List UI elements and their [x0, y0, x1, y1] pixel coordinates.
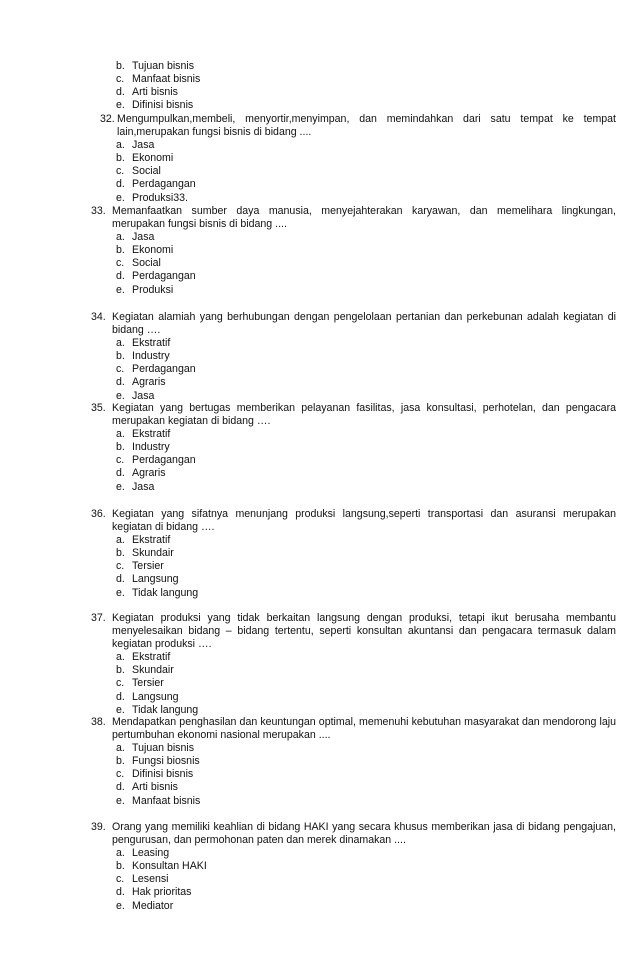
option-letter: b.: [116, 755, 125, 768]
option-text: Ekstratif: [132, 428, 171, 441]
question-number: 33.: [91, 205, 106, 217]
option-item: [0, 99, 639, 112]
question-35: [0, 402, 639, 494]
option-text: Produksi33.: [132, 191, 188, 204]
option-letter: c.: [116, 363, 125, 376]
option-item: [0, 847, 639, 860]
option-letter: b.: [116, 441, 125, 454]
option-letter: b.: [116, 860, 125, 873]
option-item: [0, 481, 639, 494]
option-item: [0, 192, 639, 205]
option-letter: e.: [116, 389, 125, 402]
option-letter: e.: [116, 899, 125, 912]
question-text: Kegiatan alamiah yang berhubungan dengan pengelolaan pertanian dan perkebunan adalah kegiatan di bidang ….: [112, 311, 616, 337]
option-letter: a.: [116, 651, 125, 664]
option-text: Ekstratif: [132, 337, 171, 350]
option-letter: e.: [116, 480, 125, 493]
option-item: [0, 284, 639, 297]
option-text: Difinisi bisnis: [132, 768, 194, 781]
option-letter: c.: [116, 873, 125, 886]
option-letter: d.: [116, 178, 125, 191]
option-letter: b.: [116, 60, 125, 72]
question-stem: [0, 402, 639, 428]
question-text: Memanfaatkan sumber daya manusia, menyejahterakan karyawan, dan memelihara lingkungan, merupakan fungsi bisnis di bidang ....: [112, 205, 616, 231]
option-item: [0, 454, 639, 467]
option-item: [0, 886, 639, 899]
option-text: Perdagangan: [132, 270, 196, 283]
option-item: [0, 60, 639, 73]
option-letter: d.: [116, 86, 125, 99]
option-letter: d.: [116, 781, 125, 794]
option-item: [0, 873, 639, 886]
option-text: Tersier: [132, 677, 164, 690]
question-text: Kegiatan yang bertugas memberikan pelayanan fasilitas, jasa konsultasi, perhotelan, dan pengacara merupakan kegiatan di bidang ….: [112, 402, 616, 428]
option-item: [0, 376, 639, 389]
option-item: [0, 534, 639, 547]
option-letter: d.: [116, 690, 125, 703]
option-text: Skundair: [132, 664, 174, 677]
option-text: Manfaat bisnis: [132, 73, 201, 86]
option-text: Hak prioritas: [132, 886, 192, 899]
option-letter: c.: [116, 677, 125, 690]
question-text: Orang yang memiliki keahlian di bidang HAKI yang secara khusus memberikan jasa di bidang pengajuan, pengurusan, dan permohonan paten dan merek dinamakan ....: [112, 821, 616, 847]
option-text: Ekstratif: [132, 651, 171, 664]
option-letter: c.: [116, 165, 125, 178]
option-text: Langsung: [132, 690, 179, 703]
option-item: [0, 73, 639, 86]
option-item: [0, 467, 639, 480]
question-stem: [0, 508, 639, 534]
question-number: 37.: [91, 612, 106, 624]
option-text: Ekonomi: [132, 152, 174, 165]
option-letter: a.: [116, 742, 125, 755]
option-text: Industry: [132, 441, 170, 454]
option-item: [0, 691, 639, 704]
option-letter: c.: [116, 768, 125, 781]
option-item: [0, 768, 639, 781]
option-item: [0, 244, 639, 257]
option-letter: b.: [116, 152, 125, 165]
option-item: [0, 441, 639, 454]
option-item: [0, 257, 639, 270]
option-text: Ekstratif: [132, 534, 171, 547]
option-item: [0, 350, 639, 363]
question-stem: [0, 716, 639, 742]
question-38: [0, 716, 639, 808]
question-number: 34.: [91, 311, 106, 323]
question-number: 39.: [91, 821, 106, 833]
option-letter: c.: [116, 73, 125, 86]
option-text: Agraris: [132, 467, 166, 480]
option-item: [0, 677, 639, 690]
option-text: Agraris: [132, 376, 166, 389]
question-36: [0, 508, 639, 600]
question-stem: [0, 113, 639, 139]
option-item: [0, 781, 639, 794]
option-item: [0, 651, 639, 664]
option-text: Tidak langung: [132, 586, 199, 599]
option-item: [0, 560, 639, 573]
option-letter: a.: [116, 337, 125, 350]
option-letter: d.: [116, 376, 125, 389]
option-letter: d.: [116, 467, 125, 480]
option-letter: b.: [116, 350, 125, 363]
option-item: [0, 587, 639, 600]
question-stem: [0, 205, 639, 231]
option-item: [0, 165, 639, 178]
option-text: Social: [132, 165, 161, 178]
option-letter: a.: [116, 847, 125, 860]
option-text: Perdagangan: [132, 178, 196, 191]
question-text: Kegiatan yang sifatnya menunjang produksi langsung,seperti transportasi dan asuransi merupakan kegiatan di bidang ….: [112, 508, 616, 534]
option-letter: a.: [116, 534, 125, 547]
option-text: Skundair: [132, 547, 174, 560]
question-37: [0, 612, 639, 717]
question-stem: [0, 311, 639, 337]
option-item: [0, 231, 639, 244]
option-text: Tujuan bisnis: [132, 742, 195, 755]
option-text: Tidak langung: [132, 703, 199, 716]
question-number: 38.: [91, 716, 106, 728]
option-text: Arti bisnis: [132, 781, 178, 794]
option-item: [0, 860, 639, 873]
option-text: Perdagangan: [132, 454, 196, 467]
option-item: [0, 795, 639, 808]
option-text: Jasa: [132, 389, 155, 402]
option-item: [0, 573, 639, 586]
option-letter: a.: [116, 139, 125, 152]
option-letter: d.: [116, 886, 125, 899]
question-number: 36.: [91, 508, 106, 520]
option-item: [0, 390, 639, 403]
option-item: [0, 664, 639, 677]
option-letter: b.: [116, 664, 125, 677]
option-letter: c.: [116, 560, 125, 573]
option-text: Fungsi biosnis: [132, 755, 200, 768]
option-item: [0, 178, 639, 191]
question-number: 32.: [100, 113, 115, 125]
option-item: [0, 337, 639, 350]
option-letter: e.: [116, 794, 125, 807]
question-text: Mengumpulkan,membeli, menyortir,menyimpan, dan memindahkan dari satu tempat ke tempat lain,merupakan fungsi bisnis di bidang ....: [117, 113, 616, 139]
option-item: [0, 152, 639, 165]
option-text: Industry: [132, 350, 170, 363]
option-letter: e.: [116, 99, 125, 112]
question-34: [0, 311, 639, 403]
question-33: [0, 205, 639, 297]
option-text: Tujuan bisnis: [132, 60, 195, 72]
option-letter: d.: [116, 573, 125, 586]
option-item: [0, 428, 639, 441]
option-item: [0, 547, 639, 560]
option-text: Lesensi: [132, 873, 169, 886]
option-letter: e.: [116, 283, 125, 296]
option-letter: c.: [116, 257, 125, 270]
question-stem: [0, 612, 639, 651]
option-text: Tersier: [132, 560, 164, 573]
question-32: [0, 113, 639, 205]
option-letter: e.: [116, 191, 125, 204]
option-text: Social: [132, 257, 161, 270]
option-text: Konsultan HAKI: [132, 860, 207, 873]
option-letter: c.: [116, 454, 125, 467]
option-item: [0, 363, 639, 376]
option-text: Jasa: [132, 139, 155, 152]
option-text: Leasing: [132, 847, 170, 860]
question-stem: [0, 821, 639, 847]
question-number: 35.: [91, 402, 106, 414]
option-text: Langsung: [132, 573, 179, 586]
option-text: Produksi: [132, 283, 174, 296]
option-text: Jasa: [132, 480, 155, 493]
option-letter: a.: [116, 428, 125, 441]
option-item: [0, 270, 639, 283]
option-item: [0, 86, 639, 99]
option-letter: e.: [116, 703, 125, 716]
option-text: Mediator: [132, 899, 174, 912]
option-text: Ekonomi: [132, 244, 174, 257]
option-letter: d.: [116, 270, 125, 283]
option-item: [0, 755, 639, 768]
option-letter: e.: [116, 586, 125, 599]
previous-question-options: [0, 60, 639, 112]
option-text: Jasa: [132, 231, 155, 244]
option-item: [0, 742, 639, 755]
question-text: Mendapatkan penghasilan dan keuntungan optimal, memenuhi kebutuhan masyarakat dan mendorong laju pertumbuhan ekonomi nasional merupakan ....: [112, 716, 616, 742]
option-letter: b.: [116, 547, 125, 560]
option-item: [0, 139, 639, 152]
option-text: Arti bisnis: [132, 86, 178, 99]
question-text: Kegiatan produksi yang tidak berkaitan langsung dengan produksi, tetapi ikut berusaha membantu menyelesaikan bidang – bidang tertentu, seperti konsultan akuntansi dan pengacara termasuk dalam kegiatan produksi ….: [112, 612, 616, 651]
option-letter: a.: [116, 231, 125, 244]
option-item: [0, 900, 639, 913]
option-text: Manfaat bisnis: [132, 794, 201, 807]
option-letter: b.: [116, 244, 125, 257]
question-39: [0, 821, 639, 913]
option-text: Difinisi bisnis: [132, 99, 194, 112]
option-item: [0, 704, 639, 717]
option-text: Perdagangan: [132, 363, 196, 376]
